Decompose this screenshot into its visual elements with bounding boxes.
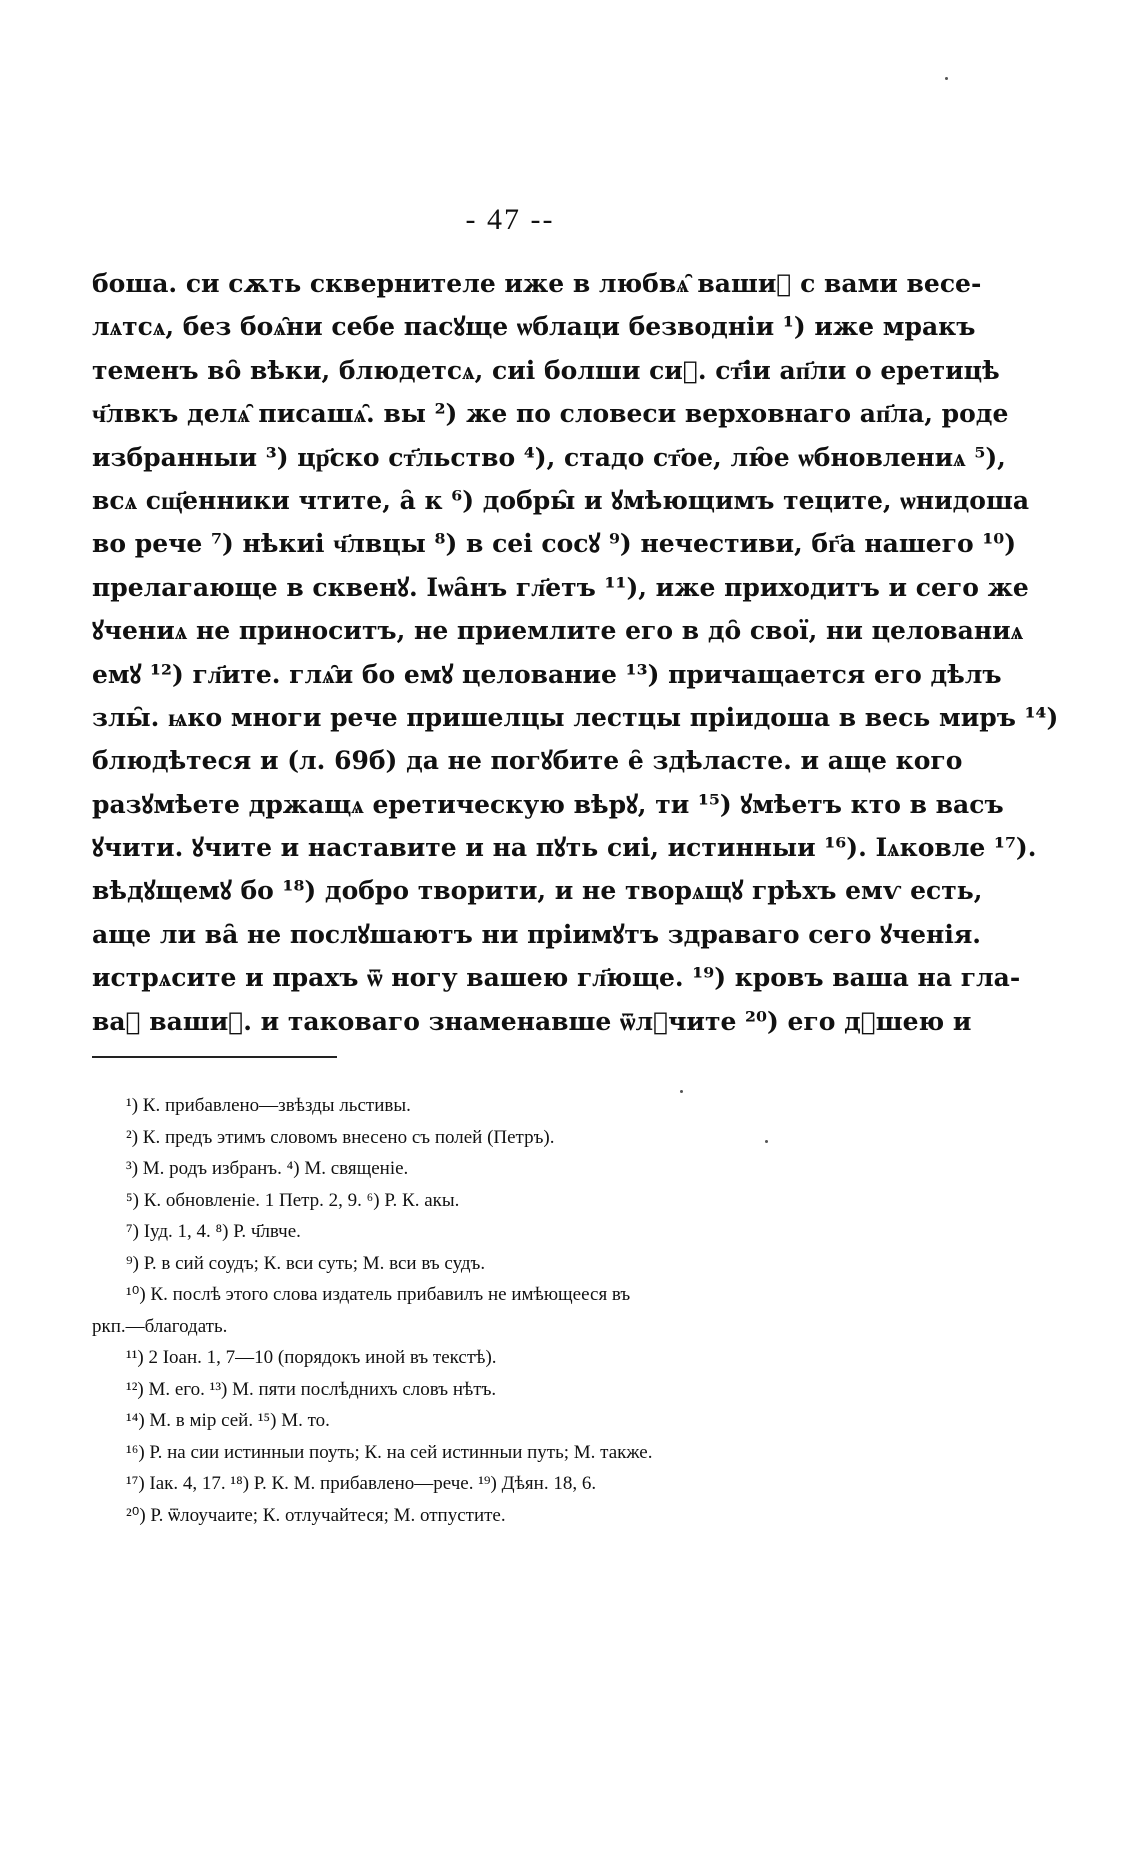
- footnote: ⁹) Р. в сий соудъ; К. вси суть; М. вси въ судъ.: [126, 1252, 486, 1274]
- body-line: емꙋ ¹²) гл҃ите. глѧ̑и бо емꙋ целование ¹³) причащается его дѣлъ: [92, 659, 1002, 689]
- footnote: ²) К. предъ этимъ словомъ внесено съ полей (Петръ).: [126, 1126, 555, 1148]
- body-line: прелагающе в сквенꙋ. Іѡа̑нъ гл҃етъ ¹¹), иже приходитъ и сего же: [92, 572, 1029, 602]
- body-line: злы̑. ѩко многи рече пришелцы лестцы пріидоша в весь миръ ¹⁴): [92, 702, 1059, 732]
- footnote: ¹⁰) К. послѣ этого слова издатель прибавилъ не имѣющееся въ: [126, 1284, 631, 1305]
- footnote: ¹⁷) Іак. 4, 17. ¹⁸) Р. К. М. прибавлено—рече. ¹⁹) Дѣян. 18, 6.: [126, 1473, 597, 1494]
- footnote: ¹¹) 2 Іоан. 1, 7—10 (порядокъ иной въ текстѣ).: [126, 1347, 497, 1368]
- body-line: теменъ во̑ вѣки, блюдетсѧ, сиі болши сиⷯ. ст҃іи ап҃ли о еретицѣ: [92, 355, 1000, 385]
- footnotes: [92, 1090, 852, 1531]
- body-line: ꙋчити. ꙋчите и наставите и на пꙋть сиі, истинныи ¹⁶). Іѧковле ¹⁷).: [92, 833, 1037, 863]
- footnote-separator-rule: [92, 1056, 337, 1058]
- body-line: ꙋчениѧ не приноситъ, не приемлите его в до̑ свої, ни целованиѧ: [92, 616, 1024, 646]
- body-line: всѧ сщ҃енники чтите, а̑ к ⁶) добры̑ и ꙋмѣющимъ теците, ѡнидоша: [92, 485, 1030, 515]
- body-line: ч҃лвкъ делѧ̑ писашѧ̑. вы ²) же по словеси верховнаго ап҃ла, роде: [92, 399, 1009, 429]
- body-line: ваⷯ вашиⷯ. и таковаго знаменавше ѿлꙋчите ²⁰) его дꙋшею и: [92, 1006, 972, 1036]
- footnote: ¹⁶) Р. на сии истинныи поуть; К. на сей истинныи путь; М. также.: [126, 1441, 653, 1463]
- body-line: разꙋмѣете држащѧ еретическую вѣрꙋ, ти ¹⁵) ꙋмѣетъ кто в васъ: [92, 789, 1004, 819]
- footnote: ¹⁴) М. в мір сей. ¹⁵) М. то.: [126, 1410, 330, 1431]
- scan-speck: [680, 1090, 683, 1093]
- body-line: во рече ⁷) нѣкиі ч҃лвцы ⁸) в сеі сосꙋ ⁹) нечестиви, бг҃а нашего ¹⁰): [92, 529, 1017, 559]
- footnote: ³) М. родъ избранъ. ⁴) М. священіе.: [126, 1158, 409, 1179]
- page-number: - 47 --: [465, 203, 555, 236]
- body-text: [92, 262, 1059, 1043]
- footnote-continuation: ркп.—благодать.: [92, 1315, 228, 1337]
- body-line: лѧтсѧ, без боѧ̑ни себе пасꙋще ѡблаци безводніи ¹) иже мракъ: [92, 312, 976, 342]
- footnote: ¹) К. прибавлено—звѣзды льстивы.: [126, 1095, 411, 1116]
- footnote: ⁵) К. обновленіе. 1 Петр. 2, 9. ⁶) Р. К. акы.: [126, 1189, 460, 1211]
- scan-speck: [945, 77, 948, 80]
- body-line: избранныи ³) цр҃ско ст҃льство ⁴), стадо ст҃ое, лю̑е ѡбновлениѧ ⁵),: [92, 442, 1006, 472]
- body-line: аще ли ва̑ не послꙋшаютъ ни пріимꙋтъ здраваго сего ꙋченія.: [92, 919, 981, 949]
- body-line: истрѧсите и прахъ ѿ ногу вашею гл҃юще. ¹⁹) кровъ ваша на гла-: [92, 963, 1021, 993]
- footnote: ²⁰) Р. ѿлоучаите; К. отлучайтеся; М. отпустите.: [126, 1504, 506, 1526]
- body-line: боша. си сѫть сквернителе иже в любвѧ̑ вашиⷯ с вами весе-: [92, 269, 982, 298]
- body-line: блюдѣтеся и (л. 69б) да не погꙋбите е̑ здѣласте. и аще кого: [92, 746, 963, 776]
- body-line: вѣдꙋщемꙋ бо ¹⁸) добро творити, и не творѧщꙋ грѣхъ емѵ есть,: [92, 876, 983, 906]
- footnote: ⁷) Іуд. 1, 4. ⁸) Р. ч҃лвче.: [126, 1221, 301, 1242]
- footnote: ¹²) М. его. ¹³) М. пяти послѣднихъ словъ нѣтъ.: [126, 1378, 497, 1400]
- scan-speck: [765, 1140, 768, 1143]
